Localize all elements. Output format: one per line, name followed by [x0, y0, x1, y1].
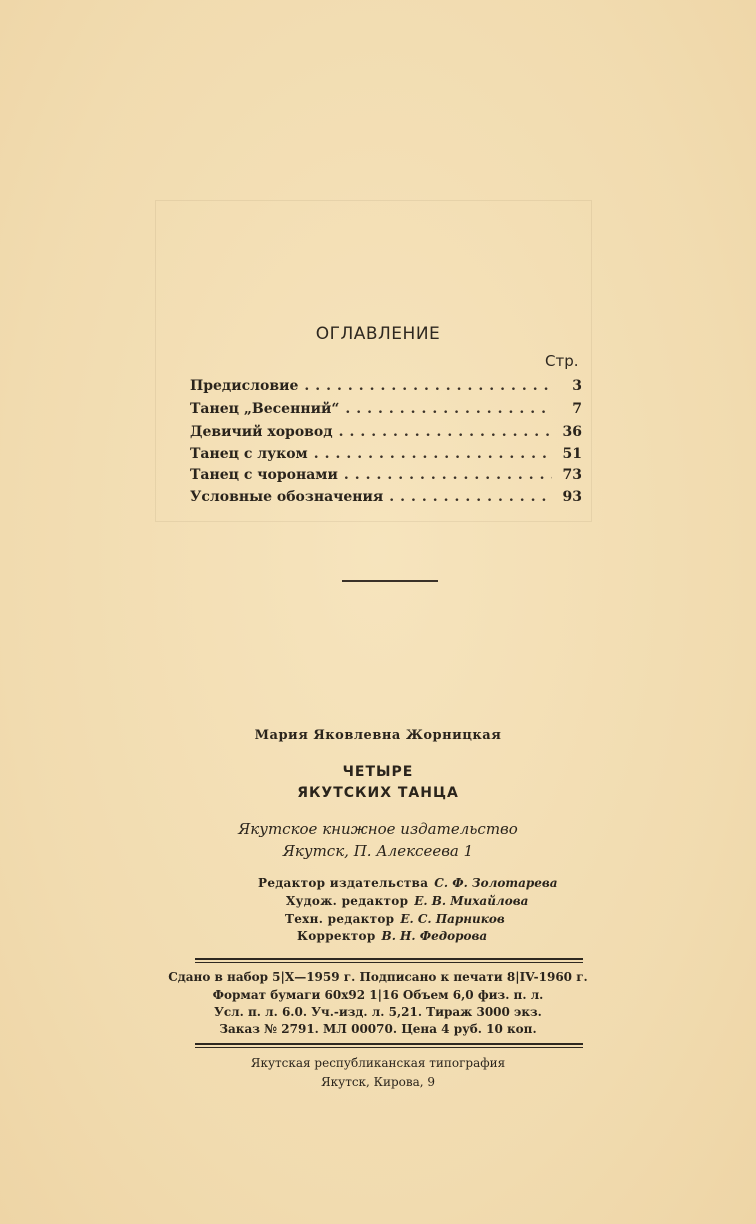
toc-leader: [314, 446, 552, 462]
imprint-line: Усл. п. л. 6.0. Уч.-изд. л. 5,21. Тираж 3000 экз.: [214, 1005, 542, 1019]
toc-entry: [190, 401, 582, 423]
printer-address: Якутск, Кирова, 9: [320, 1075, 436, 1089]
toc-entry-title: Танец с чоронами: [190, 467, 338, 483]
toc-leader: [304, 378, 552, 394]
toc-leader: [389, 489, 552, 505]
toc-leader: [339, 424, 552, 440]
toc-entry: [190, 424, 582, 446]
book-title-line1: ЧЕТЫРЕ: [342, 764, 414, 780]
toc-entry-page: 7: [572, 401, 582, 417]
toc-entry-title: Девичий хоровод: [190, 424, 333, 440]
imprint-line: Заказ № 2791. МЛ 00070. Цена 4 руб. 10 коп.: [219, 1022, 537, 1036]
staff-name: С. Ф. Золотарева: [434, 876, 558, 890]
publisher-name: Якутское книжное издательство: [238, 820, 518, 838]
section-divider: [342, 580, 438, 582]
staff-role: Корректор: [297, 929, 376, 943]
staff-role: Худож. редактор: [286, 894, 409, 908]
imprint-line: Сдано в набор 5|Х—1959 г. Подписано к печати 8|IV-1960 г.: [168, 970, 588, 984]
staff-row: [258, 876, 558, 890]
imprint-rule-bottom: [195, 1043, 583, 1048]
staff-row: [286, 894, 586, 908]
staff-role: Техн. редактор: [285, 912, 395, 926]
staff-row: [297, 929, 597, 943]
toc-title: ОГЛАВЛЕНИЕ: [315, 324, 441, 344]
imprint-line: Формат бумаги 60х92 1|16 Объем 6,0 физ. п. л.: [212, 988, 544, 1002]
toc-entry-title: Предисловие: [190, 378, 299, 394]
toc-leader: [345, 401, 552, 417]
publisher-address: Якутск, П. Алексеева 1: [282, 842, 474, 860]
toc-entry: [190, 467, 582, 489]
toc-entry-title: Условные обозначения: [190, 489, 384, 505]
toc-entry: [190, 446, 582, 468]
printer-name: Якутская республиканская типография: [250, 1056, 506, 1070]
toc-entry-page: 93: [562, 489, 582, 505]
toc-entry-title: Танец „Весенний“: [190, 401, 340, 417]
staff-name: В. Н. Федорова: [381, 929, 488, 943]
toc-entry-page: 36: [562, 424, 582, 440]
toc-entry: [190, 489, 582, 511]
author-name: Мария Яковлевна Жорницкая: [254, 728, 502, 743]
staff-row: [285, 912, 585, 926]
toc-leader: [344, 467, 552, 483]
toc-entry-title: Танец с луком: [190, 446, 308, 462]
toc-entry-page: 51: [562, 446, 582, 462]
toc-entry: [190, 378, 582, 400]
staff-name: Е. В. Михайлова: [414, 894, 529, 908]
toc-page-label: Стр.: [545, 352, 579, 370]
book-title-line2: ЯКУТСКИХ ТАНЦА: [297, 785, 459, 801]
imprint-rule-top: [195, 958, 583, 963]
toc-entry-page: 73: [562, 467, 582, 483]
toc-entry-page: 3: [572, 378, 582, 394]
staff-name: Е. С. Парников: [400, 912, 505, 926]
staff-role: Редактор издательства: [258, 876, 429, 890]
